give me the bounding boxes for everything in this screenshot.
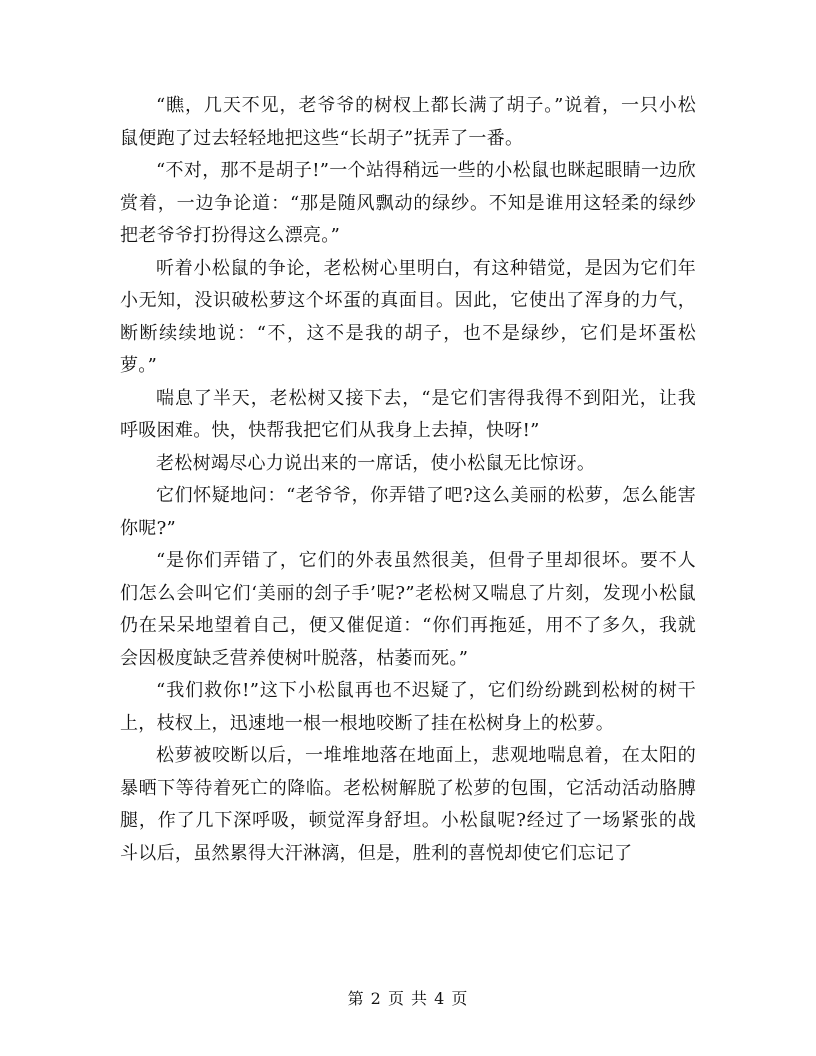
paragraph: 松萝被咬断以后，一堆堆地落在地面上，悲观地喘息着，在太阳的暴晒下等待着死亡的降临。老松树解脱了松萝的包围，它活动活动胳膊腿，作了几下深呼吸，顿觉浑身舒坦。小松鼠呢?经过了一场紧张的战斗以后，虽然累得大汗淋漓，但是，胜利的喜悦却使它们忘记了 xyxy=(120,745,696,864)
paragraph: 听着小松鼠的争论，老松树心里明白，有这种错觉，是因为它们年小无知，没识破松萝这个坏蛋的真面目。因此，它使出了浑身的力气，断断续续地说：“不，这不是我的胡子，也不是绿纱，它们是坏蛋松萝。” xyxy=(120,257,696,376)
paragraph: 它们怀疑地问：“老爷爷，你弄错了吧?这么美丽的松萝，怎么能害你呢?” xyxy=(120,485,696,539)
paragraph: “我们救你!”这下小松鼠再也不迟疑了，它们纷纷跳到松树的树干上，枝杈上，迅速地一根一根地咬断了挂在松树身上的松萝。 xyxy=(120,680,696,734)
page-number-footer: 第 2 页 共 4 页 xyxy=(347,989,469,1008)
paragraph: 喘息了半天，老松树又接下去，“是它们害得我得不到阳光，让我呼吸困难。快，快帮我把它们从我身上去掉，快呀!” xyxy=(120,387,696,441)
paragraph: 老松树竭尽心力说出来的一席话，使小松鼠无比惊讶。 xyxy=(156,452,596,474)
paragraph: “瞧，几天不见，老爷爷的树杈上都长满了胡子。”说着，一只小松鼠便跑了过去轻轻地把这些“长胡子”抚弄了一番。 xyxy=(120,95,696,149)
document-body xyxy=(120,90,696,870)
paragraph: “不对，那不是胡子!”一个站得稍远一些的小松鼠也眯起眼睛一边欣赏着，一边争论道：“那是随风飘动的绿纱。不知是谁用这轻柔的绿纱把老爷爷打扮得这么漂亮。” xyxy=(120,160,696,246)
paragraph: “是你们弄错了，它们的外表虽然很美，但骨子里却很坏。要不人们怎么会叫它们‘美丽的刽子手’呢?”老松树又喘息了片刻，发现小松鼠仍在呆呆地望着自己，便又催促道：“你们再拖延，用不了多久，我就会因极度缺乏营养使树叶脱落，枯萎而死。” xyxy=(120,550,696,669)
